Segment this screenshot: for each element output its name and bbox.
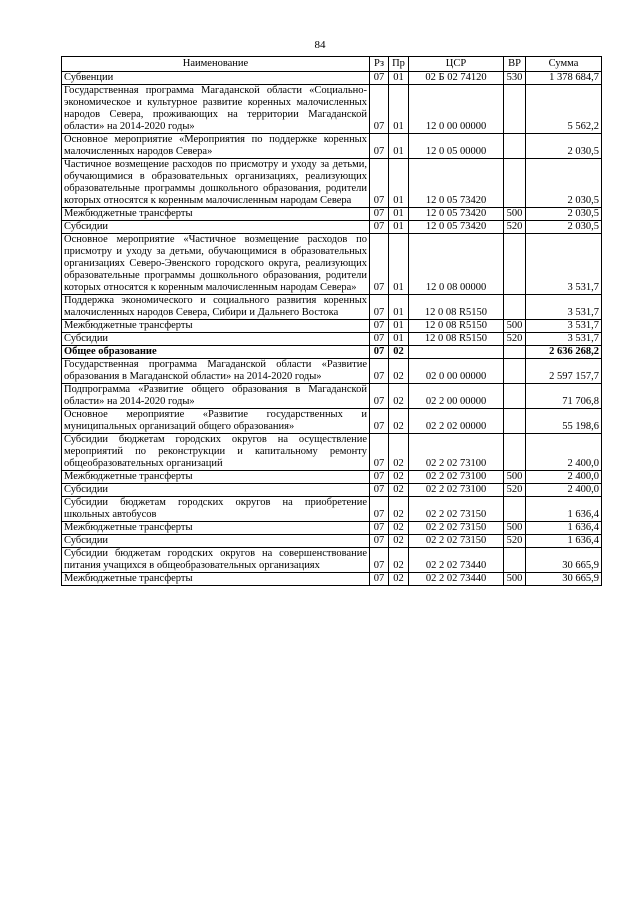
- cell-vr: 500: [504, 208, 526, 221]
- cell-name: Субсидии бюджетам городских округов на осуществление мероприятий по реконструкции и капитальному ремонту общеобразовательных организаций: [62, 434, 370, 471]
- cell-sum: 2 597 157,7: [526, 359, 602, 384]
- cell-csr: 12 0 08 00000: [409, 234, 504, 295]
- cell-vr: 520: [504, 535, 526, 548]
- cell-name: Субсидии: [62, 535, 370, 548]
- cell-vr: [504, 159, 526, 208]
- cell-csr: 02 2 02 73150: [409, 535, 504, 548]
- cell-rz: 07: [370, 409, 389, 434]
- cell-pr: 01: [389, 134, 409, 159]
- cell-pr: 02: [389, 548, 409, 573]
- page-number: 84: [314, 39, 326, 51]
- cell-sum: 30 665,9: [526, 573, 602, 586]
- cell-csr: 12 0 05 73420: [409, 221, 504, 234]
- cell-csr: 02 2 02 73100: [409, 484, 504, 497]
- cell-rz: 07: [370, 535, 389, 548]
- column-header-name: Наименование: [62, 57, 370, 72]
- cell-pr: 02: [389, 535, 409, 548]
- cell-rz: 07: [370, 333, 389, 346]
- cell-name: Общее образование: [62, 346, 370, 359]
- cell-csr: 02 2 02 73150: [409, 522, 504, 535]
- cell-name: Межбюджетные трансферты: [62, 208, 370, 221]
- cell-pr: 01: [389, 320, 409, 333]
- cell-csr: 02 2 02 73100: [409, 471, 504, 484]
- cell-vr: [504, 384, 526, 409]
- cell-vr: [504, 85, 526, 134]
- cell-csr: 12 0 08 R5150: [409, 295, 504, 320]
- cell-rz: 07: [370, 320, 389, 333]
- cell-rz: 07: [370, 346, 389, 359]
- cell-name: Субсидии: [62, 221, 370, 234]
- cell-rz: 07: [370, 72, 389, 85]
- cell-rz: 07: [370, 295, 389, 320]
- cell-csr: 02 2 02 73150: [409, 497, 504, 522]
- column-header-pr: Пр: [389, 57, 409, 72]
- cell-rz: 07: [370, 221, 389, 234]
- cell-rz: 07: [370, 573, 389, 586]
- cell-sum: 1 378 684,7: [526, 72, 602, 85]
- cell-rz: 07: [370, 471, 389, 484]
- cell-rz: 07: [370, 497, 389, 522]
- cell-pr: 01: [389, 295, 409, 320]
- column-header-rz: Рз: [370, 57, 389, 72]
- cell-name: Субсидии бюджетам городских округов на приобретение школьных автобусов: [62, 497, 370, 522]
- cell-sum: 30 665,9: [526, 548, 602, 573]
- cell-rz: 07: [370, 359, 389, 384]
- cell-sum: 2 636 268,2: [526, 346, 602, 359]
- cell-vr: [504, 234, 526, 295]
- cell-sum: 2 030,5: [526, 208, 602, 221]
- cell-name: Частичное возмещение расходов по присмотру и уходу за детьми, обучающимися в образовательных организациях, реализующих образовательные программы дошкольного образования, родители которых относятся к коренным малочисленным народам Севера: [62, 159, 370, 208]
- cell-rz: 07: [370, 159, 389, 208]
- cell-vr: [504, 497, 526, 522]
- cell-vr: [504, 548, 526, 573]
- table-row: [62, 471, 602, 484]
- cell-sum: 3 531,7: [526, 333, 602, 346]
- cell-csr: 02 2 02 73440: [409, 573, 504, 586]
- cell-sum: 2 030,5: [526, 159, 602, 208]
- cell-sum: 1 636,4: [526, 497, 602, 522]
- cell-name: Субсидии: [62, 333, 370, 346]
- table-row: [62, 333, 602, 346]
- cell-name: Основное мероприятие «Частичное возмещение расходов по присмотру и уходу за детьми, обучающимися в образовательных организациях Северо-Эвенского городского округа, реализующих образовательные программы дошкольного образования, родители которых относятся к коренным малочисленным народам Севера»: [62, 234, 370, 295]
- cell-csr: 12 0 08 R5150: [409, 333, 504, 346]
- cell-rz: 07: [370, 434, 389, 471]
- column-header-csr: ЦСР: [409, 57, 504, 72]
- cell-sum: 2 030,5: [526, 221, 602, 234]
- cell-vr: [504, 295, 526, 320]
- cell-csr: 02 2 00 00000: [409, 384, 504, 409]
- cell-vr: [504, 409, 526, 434]
- cell-sum: 3 531,7: [526, 295, 602, 320]
- cell-vr: [504, 359, 526, 384]
- cell-rz: 07: [370, 384, 389, 409]
- cell-vr: 500: [504, 573, 526, 586]
- cell-csr: 12 0 05 73420: [409, 159, 504, 208]
- table-row: [62, 409, 602, 434]
- cell-csr: 12 0 08 R5150: [409, 320, 504, 333]
- cell-pr: 01: [389, 221, 409, 234]
- cell-pr: 02: [389, 434, 409, 471]
- table-row: [62, 221, 602, 234]
- cell-pr: 01: [389, 159, 409, 208]
- table-row: [62, 208, 602, 221]
- table-row: [62, 159, 602, 208]
- cell-csr: 02 2 02 73440: [409, 548, 504, 573]
- cell-pr: 01: [389, 208, 409, 221]
- cell-pr: 02: [389, 522, 409, 535]
- cell-csr: 12 0 05 73420: [409, 208, 504, 221]
- table-row: [62, 85, 602, 134]
- cell-vr: [504, 346, 526, 359]
- cell-name: Межбюджетные трансферты: [62, 522, 370, 535]
- cell-sum: 2 400,0: [526, 434, 602, 471]
- table-row: [62, 484, 602, 497]
- table-row: [62, 497, 602, 522]
- cell-csr: 12 0 05 00000: [409, 134, 504, 159]
- budget-table: [61, 56, 602, 586]
- cell-vr: [504, 434, 526, 471]
- table-row: [62, 295, 602, 320]
- cell-vr: 520: [504, 484, 526, 497]
- cell-rz: 07: [370, 234, 389, 295]
- table-header-row: [62, 57, 602, 72]
- cell-name: Межбюджетные трансферты: [62, 471, 370, 484]
- cell-sum: 2 400,0: [526, 484, 602, 497]
- cell-sum: 3 531,7: [526, 234, 602, 295]
- cell-sum: 5 562,2: [526, 85, 602, 134]
- table-row: [62, 234, 602, 295]
- cell-csr: 02 Б 02 74120: [409, 72, 504, 85]
- cell-pr: 02: [389, 384, 409, 409]
- cell-vr: 520: [504, 221, 526, 234]
- column-header-sum: Сумма: [526, 57, 602, 72]
- cell-name: Государственная программа Магаданской области «Развитие образования в Магаданской области» на 2014-2020 годы»: [62, 359, 370, 384]
- cell-pr: 01: [389, 234, 409, 295]
- cell-name: Межбюджетные трансферты: [62, 320, 370, 333]
- cell-csr: 02 2 02 00000: [409, 409, 504, 434]
- cell-sum: 2 030,5: [526, 134, 602, 159]
- cell-sum: 3 531,7: [526, 320, 602, 333]
- table-row: [62, 384, 602, 409]
- cell-pr: 01: [389, 85, 409, 134]
- cell-pr: 01: [389, 72, 409, 85]
- cell-rz: 07: [370, 484, 389, 497]
- cell-name: Государственная программа Магаданской области «Социально-экономическое и культурное развитие коренных малочисленных народов Севера, проживающих на территории Магаданской области» на 2014-2020 годы»: [62, 85, 370, 134]
- table-row: [62, 359, 602, 384]
- table-row: [62, 72, 602, 85]
- cell-rz: 07: [370, 208, 389, 221]
- cell-name: Межбюджетные трансферты: [62, 573, 370, 586]
- cell-csr: 12 0 00 00000: [409, 85, 504, 134]
- cell-name: Поддержка экономического и социального развития коренных малочисленных народов Севера, Сибири и Дальнего Востока: [62, 295, 370, 320]
- cell-vr: 530: [504, 72, 526, 85]
- cell-pr: 02: [389, 471, 409, 484]
- table-row: [62, 535, 602, 548]
- cell-vr: 500: [504, 320, 526, 333]
- cell-sum: 55 198,6: [526, 409, 602, 434]
- cell-sum: 71 706,8: [526, 384, 602, 409]
- cell-pr: 02: [389, 484, 409, 497]
- cell-vr: 500: [504, 522, 526, 535]
- cell-csr: 02 2 02 73100: [409, 434, 504, 471]
- cell-pr: 02: [389, 359, 409, 384]
- cell-pr: 02: [389, 573, 409, 586]
- table-row: [62, 134, 602, 159]
- cell-name: Основное мероприятие «Мероприятия по поддержке коренных малочисленных народов Севера»: [62, 134, 370, 159]
- table-row: [62, 346, 602, 359]
- cell-csr: [409, 346, 504, 359]
- cell-name: Подпрограмма «Развитие общего образования в Магаданской области» на 2014-2020 годы»: [62, 384, 370, 409]
- cell-vr: 500: [504, 471, 526, 484]
- cell-rz: 07: [370, 134, 389, 159]
- cell-rz: 07: [370, 85, 389, 134]
- table-row: [62, 548, 602, 573]
- cell-name: Основное мероприятие «Развитие государственных и муниципальных организаций общего образования»: [62, 409, 370, 434]
- cell-name: Субсидии бюджетам городских округов на совершенствование питания учащихся в общеобразовательных организациях: [62, 548, 370, 573]
- column-header-vr: ВР: [504, 57, 526, 72]
- table-row: [62, 522, 602, 535]
- table-row: [62, 573, 602, 586]
- cell-rz: 07: [370, 548, 389, 573]
- cell-pr: 02: [389, 346, 409, 359]
- cell-pr: 02: [389, 497, 409, 522]
- cell-csr: 02 0 00 00000: [409, 359, 504, 384]
- table-row: [62, 320, 602, 333]
- cell-sum: 2 400,0: [526, 471, 602, 484]
- table-row: [62, 434, 602, 471]
- cell-name: Субсидии: [62, 484, 370, 497]
- cell-vr: [504, 134, 526, 159]
- cell-sum: 1 636,4: [526, 522, 602, 535]
- cell-vr: 520: [504, 333, 526, 346]
- cell-pr: 01: [389, 333, 409, 346]
- cell-pr: 02: [389, 409, 409, 434]
- cell-rz: 07: [370, 522, 389, 535]
- cell-name: Субвенции: [62, 72, 370, 85]
- cell-sum: 1 636,4: [526, 535, 602, 548]
